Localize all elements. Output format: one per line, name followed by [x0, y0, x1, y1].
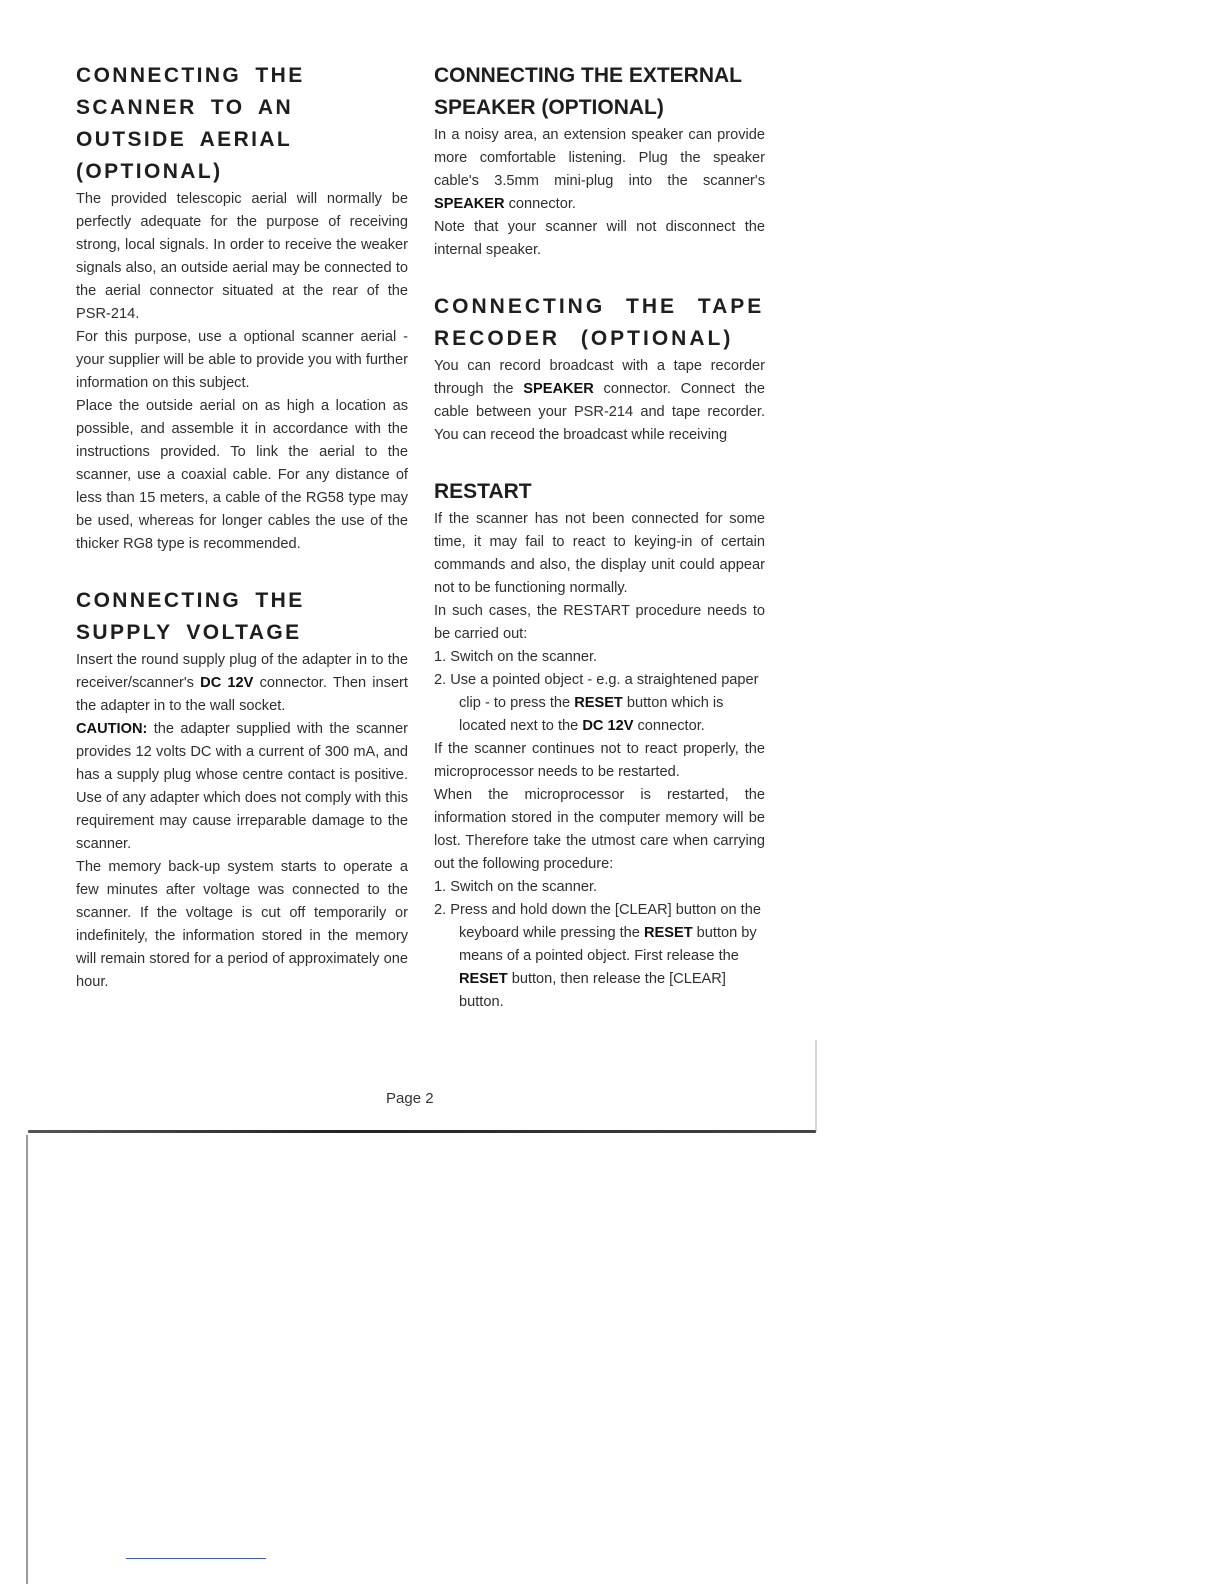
paragraph: For this purpose, use a optional scanner aerial - your supplier will be able to provide you with further information on this subject. [76, 329, 408, 391]
list-item [434, 899, 765, 1014]
bold-text: RESET [643, 925, 693, 941]
caution-label: CAUTION: [76, 721, 148, 737]
text: 2. Press and hold down the [CLEAR] button on the keyboard while pressing the [434, 902, 761, 941]
page-number: Page 2 [386, 1090, 434, 1107]
section-external-speaker [434, 60, 765, 262]
list-item: 1. Switch on the scanner. [434, 879, 598, 895]
page-edge-right [815, 1040, 817, 1132]
bold-text: SPEAKER [523, 381, 594, 397]
paragraph: Place the outside aerial on as high a location as possible, and assemble it in accordance with the instructions provided. To link the aerial to the scanner, use a coaxial cable. For any distance of less than 15 meters, a cable of the RG58 type may be used, whereas for longer cables the use of the thicker RG8 type is recommended. [76, 398, 408, 552]
section-tape-recorder [434, 291, 765, 447]
right-column [434, 60, 765, 1043]
bold-text: DC 12V [200, 675, 254, 691]
left-column [76, 60, 408, 1023]
text: connector. [504, 196, 576, 212]
paragraph: The provided telescopic aerial will normally be perfectly adequate for the purpose of receiving strong, local signals. In order to receive the weaker signals also, an outside aerial may be connected to the aerial connector situated at the rear of the PSR-214. [76, 191, 408, 322]
paragraph [76, 649, 408, 718]
heading-restart: RESTART [434, 480, 532, 503]
paragraph: When the microprocessor is restarted, the information stored in the computer memory will be lost. Therefore take the utmost care when carrying out the following procedure: [434, 787, 765, 872]
section-outside-aerial [76, 60, 408, 556]
text: connector. Connect the cable between your PSR-214 and tape recorder. You can receod the broadcast while receiving [434, 381, 765, 443]
text: connector. [633, 718, 705, 734]
caution-paragraph [76, 718, 408, 856]
page-edge-bottom [28, 1130, 816, 1133]
text: In a noisy area, an extension speaker can provide more comfortable listening. Plug the speaker cable's 3.5mm mini-plug into the scanner's [434, 127, 765, 189]
bold-text: DC 12V [582, 718, 634, 734]
section-supply-voltage [76, 585, 408, 994]
paragraph: If the scanner has not been connected for some time, it may fail to react to keying-in of certain commands and also, the display unit could appear not to be functioning normally. [434, 511, 765, 596]
text: button by means of a pointed object. First release the [459, 925, 757, 964]
text: connector. Then insert the adapter in to the wall socket. [76, 675, 408, 714]
text: button which is located next to the [459, 695, 724, 734]
paragraph: If the scanner continues not to react properly, the microprocessor needs to be restarted. [434, 741, 765, 780]
bold-text: RESET [574, 695, 623, 711]
text: 2. Use a pointed object - e.g. a straightened paper clip - to press the [434, 672, 759, 711]
heading-outside-aerial: CONNECTING THE SCANNER TO AN OUTSIDE AERIAL (OPTIONAL) [76, 64, 305, 183]
bold-text: RESET [459, 971, 508, 987]
paragraph [434, 124, 765, 216]
paragraph: The memory back-up system starts to operate a few minutes after voltage was connected to the scanner. If the voltage is cut off temporarily or indefinitely, the information stored in the memory will remain stored for a period of approximately one hour. [76, 859, 408, 990]
microprocessor-steps-list [434, 876, 765, 1014]
text: Insert the round supply plug of the adapter in to the receiver/scanner's [76, 652, 408, 691]
section-restart [434, 476, 765, 1014]
list-item: 1. Switch on the scanner. [434, 649, 598, 665]
text: the adapter supplied with the scanner provides 12 volts DC with a current of 300 mA, and has a supply plug whose centre contact is positive. Use of any adapter which does not comply with this requirement may cause irreparable damage to the scanner. [76, 721, 408, 852]
heading-external-speaker: CONNECTING THE EXTERNAL SPEAKER (OPTIONAL) [434, 64, 742, 119]
paragraph [434, 355, 765, 447]
list-item [434, 669, 765, 738]
scan-mark [126, 1558, 266, 1559]
paragraph: In such cases, the RESTART procedure needs to be carried out: [434, 603, 765, 642]
text: button, then release the [CLEAR] button. [459, 971, 726, 1010]
heading-supply-voltage: CONNECTING THE SUPPLY VOLTAGE [76, 589, 305, 644]
heading-tape-recorder: CONNECTING THE TAPE RECODER (OPTIONAL) [434, 295, 765, 350]
text: You can record broadcast with a tape recorder through the [434, 358, 765, 397]
restart-steps-list [434, 646, 765, 738]
scan-edge-left [26, 1135, 28, 1584]
paragraph: Note that your scanner will not disconnect the internal speaker. [434, 219, 765, 258]
bold-text: SPEAKER [434, 196, 505, 212]
